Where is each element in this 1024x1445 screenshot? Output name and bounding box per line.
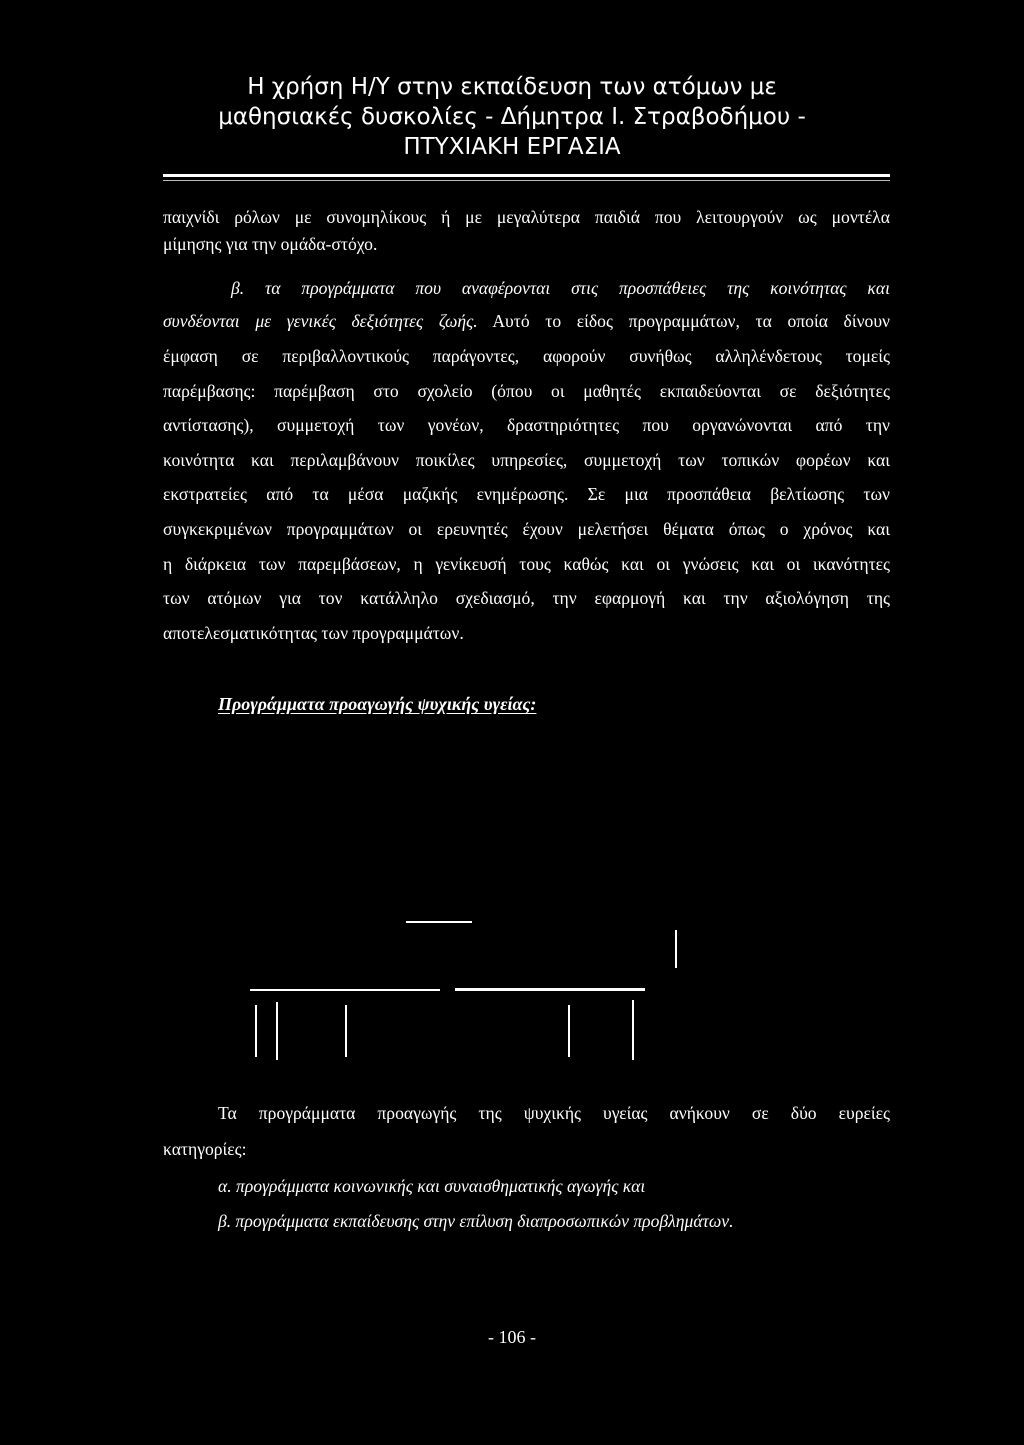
list-item: β. προγράμματα εκπαίδευσης στην επίλυση διαπροσωπικών προβλημάτων. <box>218 1211 734 1231</box>
body-line <box>163 310 890 332</box>
diagram-fragment-line <box>406 921 472 923</box>
body-line: κοινότητα και περιλαμβάνουν ποικίλες υπηρεσίες, συμμετοχή των τοπικών φορέων και <box>163 450 890 470</box>
header-line-3: ΠΤΥΧΙΑΚΗ ΕΡΓΑΣΙΑ <box>403 134 621 160</box>
header-line-1: Η χρήση Η/Υ στην εκπαίδευση των ατόμων με <box>247 74 777 100</box>
diagram-fragment-line <box>675 930 677 968</box>
diagram-fragment-line <box>276 1002 278 1060</box>
diagram-fragment-line <box>250 989 440 991</box>
header-line-2: μαθησιακές δυσκολίες - Δήμητρα Ι. Στραβοδήμου - <box>218 104 806 130</box>
body-line: η διάρκεια των παρεμβάσεων, η γενίκευσή τους καθώς και οι γνώσεις και οι ικανότητες <box>163 554 890 574</box>
diagram-fragment-line <box>345 1005 347 1057</box>
body-line: συγκεκριμένων προγραμμάτων οι ερευνητές έχουν μελετήσει θέματα όπως ο χρόνος και <box>163 519 890 539</box>
page-number: - 106 - <box>488 1327 536 1347</box>
diagram-fragment-line <box>568 1005 570 1057</box>
section-heading: Προγράμματα προαγωγής ψυχικής υγείας: <box>218 694 537 714</box>
body-line: αποτελεσματικότητας των προγραμμάτων. <box>163 623 464 643</box>
page-header <box>0 72 1024 162</box>
header-rule <box>163 174 890 177</box>
diagram-fragment-line <box>455 988 645 991</box>
body-line: εκστρατείες από τα μέσα μαζικής ενημέρωσης. Σε μια προσπάθεια βελτίωσης των <box>163 484 890 504</box>
body-line: μίμησης για την ομάδα-στόχο. <box>163 234 378 254</box>
header-rule-thin <box>163 180 890 181</box>
body-line: αντίστασης), συμμετοχή των γονέων, δραστηριότητες που οργανώνονται από την <box>163 415 890 435</box>
body-line: Τα προγράμματα προαγωγής της ψυχικής υγείας ανήκουν σε δύο ευρείες <box>218 1103 890 1123</box>
body-line: των ατόμων για τον κατάλληλο σχεδιασμό, την εφαρμογή και την αξιολόγηση της <box>163 588 890 608</box>
diagram-fragment-line <box>255 1005 257 1057</box>
body-text: Αυτό το είδος προγραμμάτων, τα οποία δίνουν <box>477 311 890 331</box>
body-line: κατηγορίες: <box>163 1139 247 1159</box>
body-line: παιχνίδι ρόλων με συνομηλίκους ή με μεγαλύτερα παιδιά που λειτουργούν ως μοντέλα <box>163 207 890 227</box>
diagram-fragment-line <box>632 1000 634 1060</box>
body-line: β. τα προγράμματα που αναφέρονται στις προσπάθειες της κοινότητας και <box>231 278 890 298</box>
body-line: παρέμβασης: παρέμβαση στο σχολείο (όπου οι μαθητές εκπαιδεύονται σε δεξιότητες <box>163 381 890 401</box>
italic-phrase: συνδέονται με γενικές δεξιότητες ζωής. <box>163 311 478 331</box>
body-line: έμφαση σε περιβαλλοντικούς παράγοντες, αφορούν συνήθως αλληλένδετους τομείς <box>163 346 890 366</box>
list-item: α. προγράμματα κοινωνικής και συναισθηματικής αγωγής και <box>218 1176 646 1196</box>
